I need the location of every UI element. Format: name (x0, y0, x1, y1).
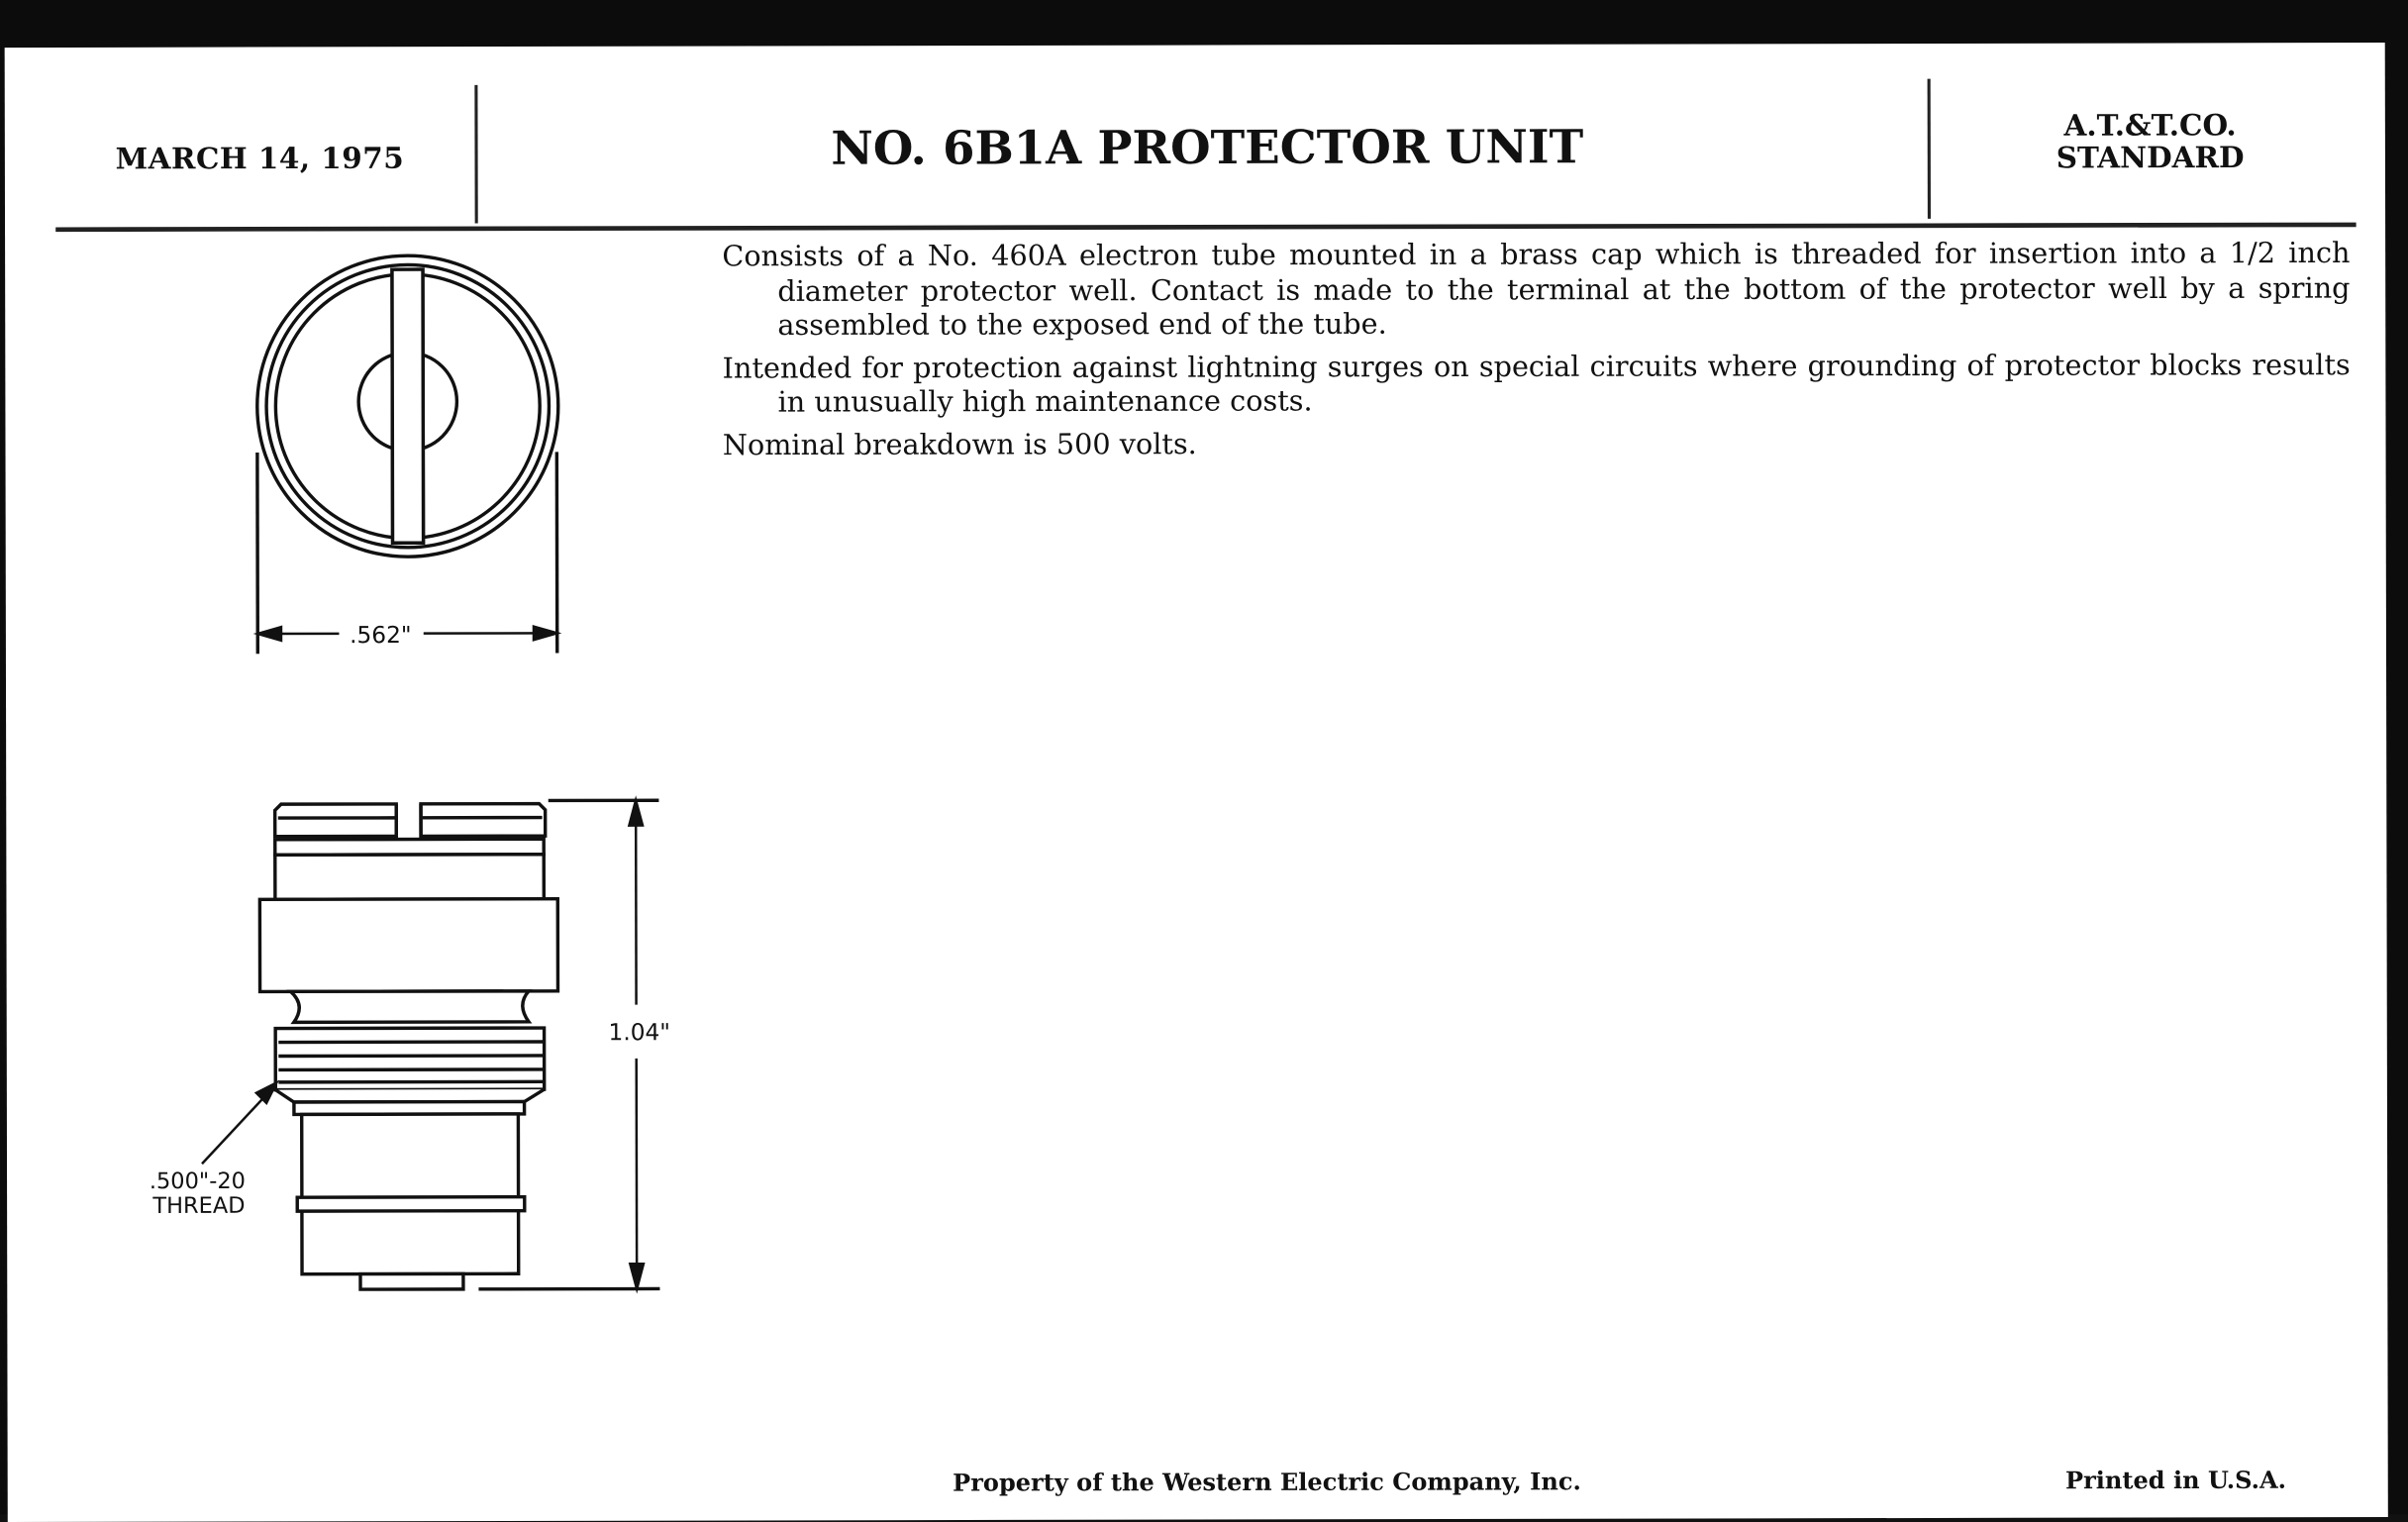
thread-label: THREAD (151, 1193, 245, 1219)
description-paragraph: Intended for protection against lightning surges on special circuits where grounding of protector blocks results in unusually high maintenance costs. (723, 350, 2351, 422)
thread-spec: .500"-20 (150, 1168, 246, 1194)
standard-line-1: A.T.&T.CO. (1934, 110, 2366, 143)
top-view (256, 255, 558, 654)
description-paragraph: Consists of a No. 460A electron tube mounted in a brass cap which is threaded for insertion into a 1/2 inch diameter protector well. Contact is made to the terminal at the bottom of the protector well by a spring assembled to the exposed end of the tube. (722, 238, 2350, 345)
standard-line-2: STANDARD (1934, 143, 2366, 175)
standard-data-sheet (5, 43, 2388, 1522)
property-notice: Property of the Western Electric Company, Inc. (622, 1466, 1912, 1497)
standard-label (1934, 110, 2367, 175)
printed-notice: Printed in U.S.A. (2065, 1465, 2286, 1494)
height-dimension: 1.04" (608, 1019, 670, 1046)
issue-date: MARCH 14, 1975 (116, 142, 405, 176)
side-view (201, 800, 659, 1289)
description-paragraph: Nominal breakdown is 500 volts. (723, 426, 2351, 463)
protector-unit-drawing (0, 0, 740, 1352)
description (722, 238, 2351, 471)
page-title: NO. 6B1A PROTECTOR UNIT (481, 121, 1934, 177)
header-divider (1928, 79, 1931, 219)
diameter-dimension: .562" (350, 622, 412, 649)
